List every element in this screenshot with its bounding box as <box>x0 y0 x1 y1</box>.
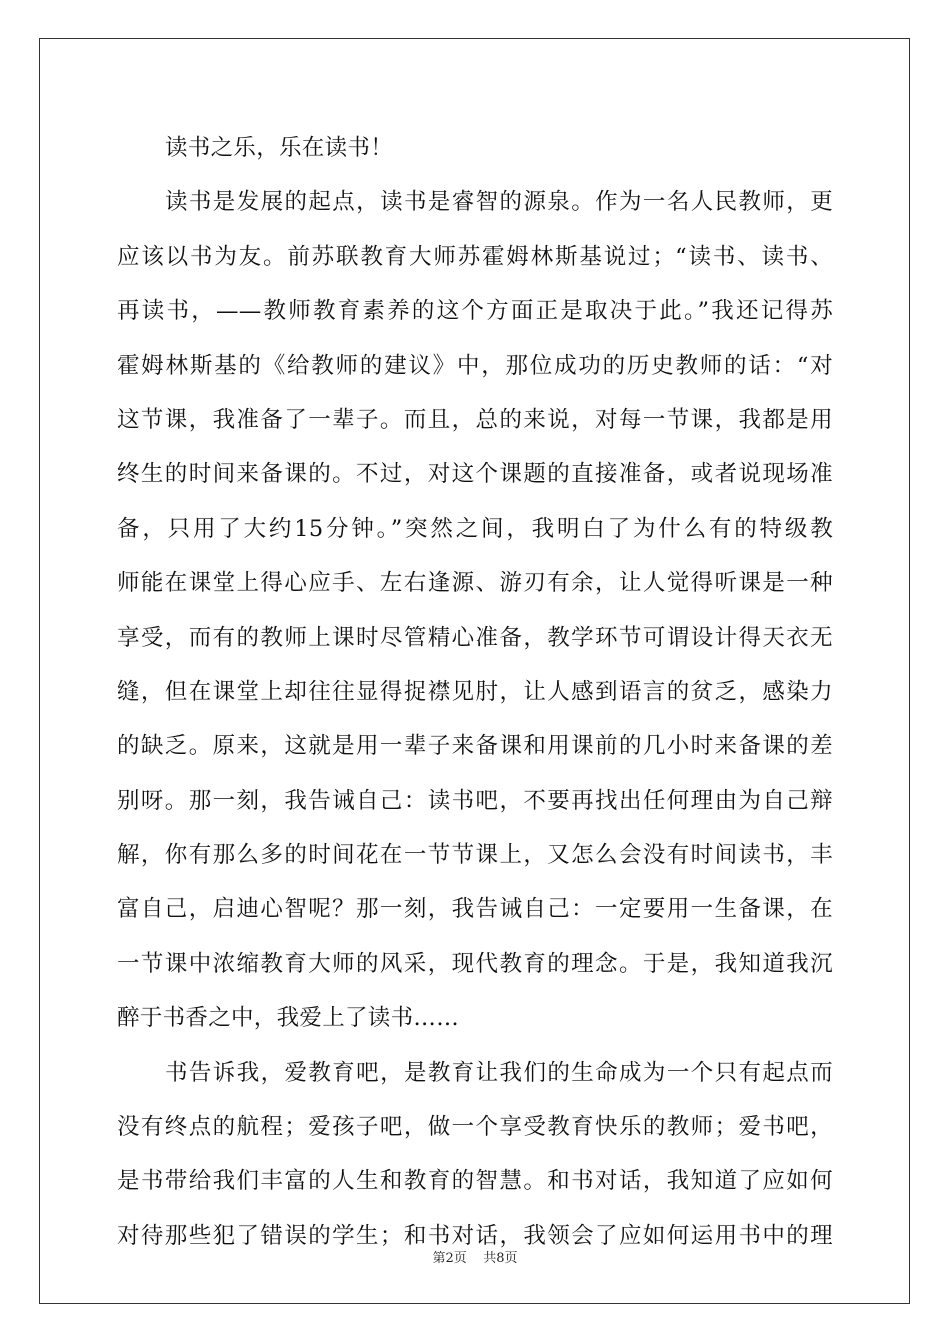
text-line: 没有终点的航程；爱孩子吧，做一个享受教育快乐的教师；爱书吧， <box>117 1114 833 1141</box>
text-line: 这节课，我准备了一辈子。而且，总的来说，对每一节课，我都是用 <box>117 406 833 433</box>
page-number-footer: 第2页 共8页 <box>432 1251 518 1266</box>
document-body <box>117 121 833 1263</box>
text-line: 读书之乐，乐在读书！ <box>165 135 394 161</box>
text-line: 解，你有那么多的时间花在一节节课上，又怎么会没有时间读书，丰 <box>117 842 833 869</box>
text-line: 对待那些犯了错误的学生；和书对话，我领会了应如何运用书中的理 <box>117 1222 833 1249</box>
text-line: 别呀。那一刻，我告诫自己：读书吧，不要再找出任何理由为自己辩 <box>117 787 833 814</box>
text-line: 霍姆林斯基的《给教师的建议》中，那位成功的历史教师的话：“对 <box>117 352 833 379</box>
text-line: 书告诉我，爱教育吧，是教育让我们的生命成为一个只有起点而 <box>165 1059 833 1086</box>
text-line: 再读书，——教师教育素养的这个方面正是取决于此。”我还记得苏 <box>117 298 833 325</box>
text-line: 师能在课堂上得心应手、左右逢源、游刃有余，让人觉得听课是一种 <box>117 570 833 597</box>
text-line: 应该以书为友。前苏联教育大师苏霍姆林斯基说过；“读书、读书、 <box>117 243 833 270</box>
text-line: 醉于书香之中，我爱上了读书…… <box>117 1005 460 1032</box>
text-line: 享受，而有的教师上课时尽管精心准备，教学环节可谓设计得天衣无 <box>117 624 833 651</box>
text-line: 是书带给我们丰富的人生和教育的智慧。和书对话，我知道了应如何 <box>117 1168 833 1195</box>
text-line: 缝，但在课堂上却往往显得捉襟见肘，让人感到语言的贫乏，感染力 <box>117 678 833 705</box>
text-line: 终生的时间来备课的。不过，对这个课题的直接准备，或者说现场准 <box>117 461 833 488</box>
text-line: 富自己，启迪心智呢？那一刻，我告诫自己：一定要用一生备课，在 <box>117 896 833 923</box>
text-line: 读书是发展的起点，读书是睿智的源泉。作为一名人民教师，更 <box>165 189 833 216</box>
text-line: 备，只用了大约15分钟。”突然之间，我明白了为什么有的特级教 <box>117 515 833 542</box>
text-line: 一节课中浓缩教育大师的风采，现代教育的理念。于是，我知道我沉 <box>117 950 833 977</box>
text-line: 的缺乏。原来，这就是用一辈子来备课和用课前的几小时来备课的差 <box>117 733 833 760</box>
